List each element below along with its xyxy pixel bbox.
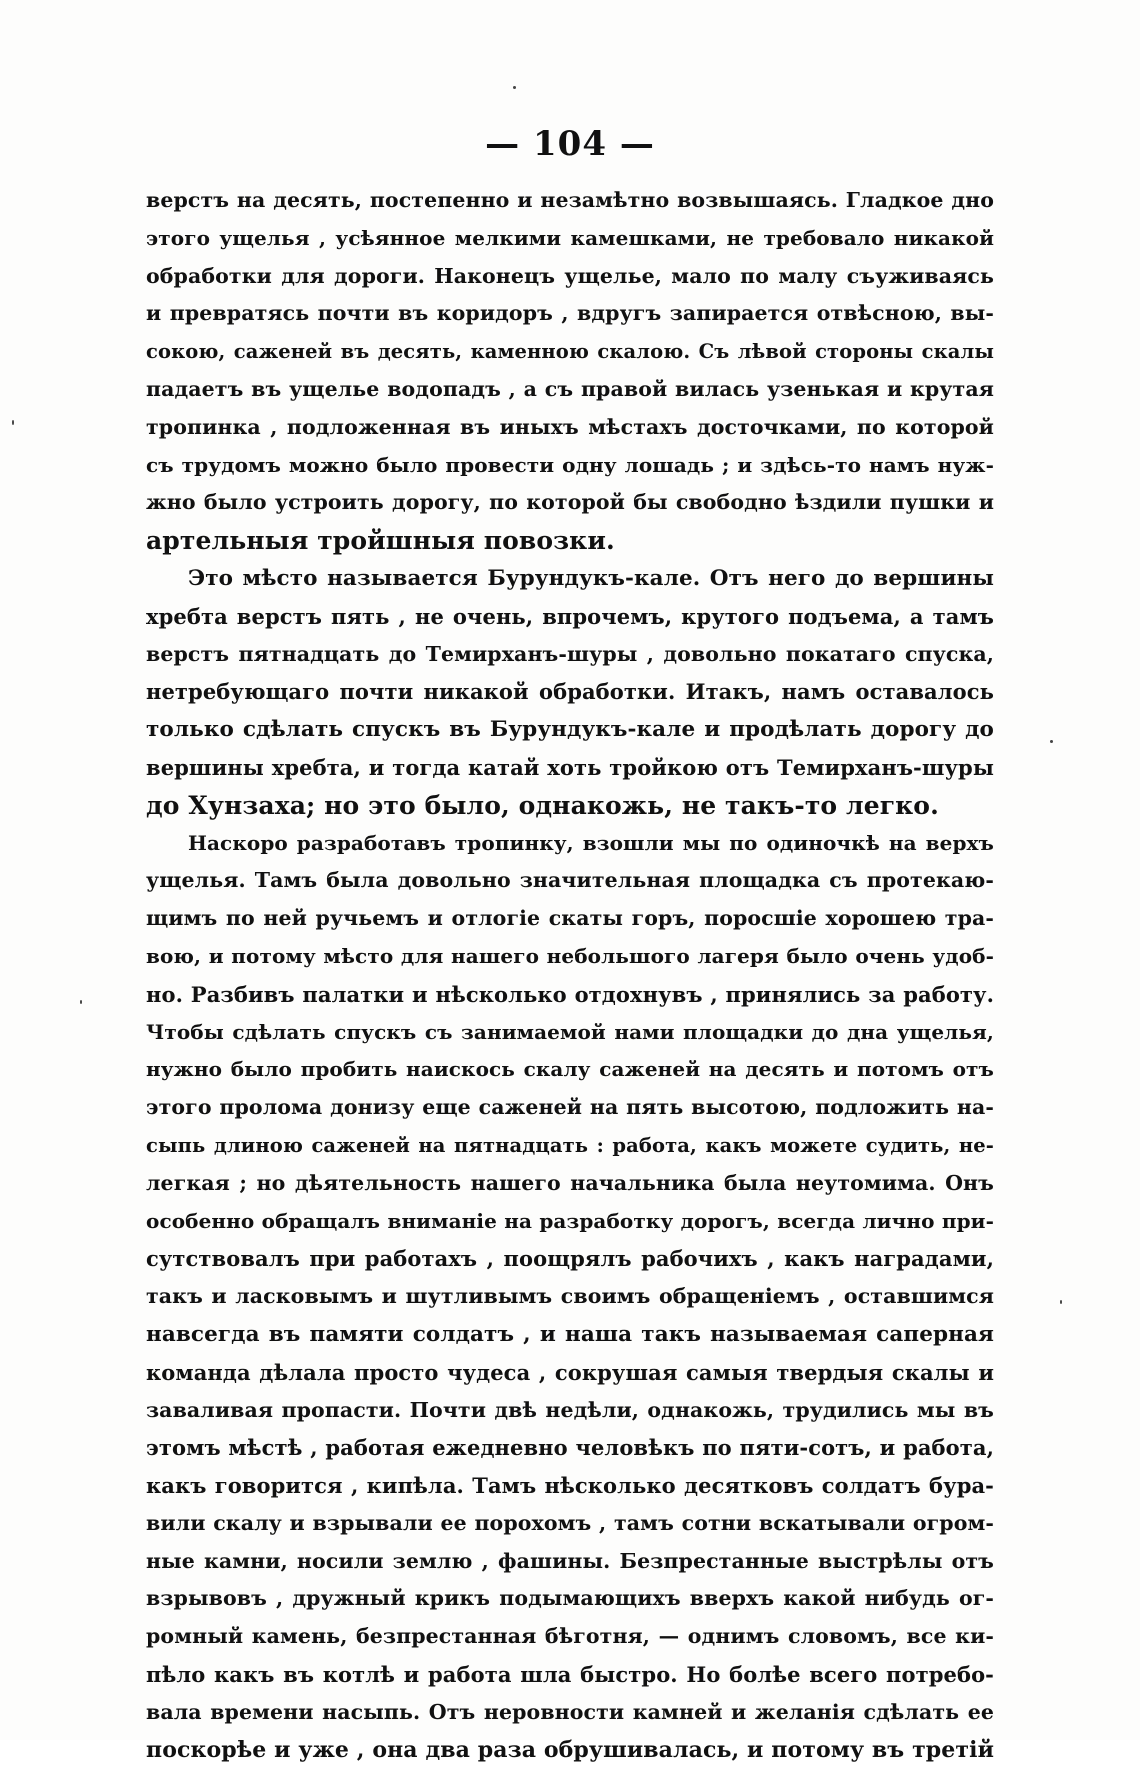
text-line: нужно было пробить наискось скалу саженей на десять и потомъ отъ	[146, 1057, 994, 1082]
text-line: до Хунзаха; но это было, однакожь, не такъ-то легко.	[146, 790, 939, 820]
text-line: такъ и ласковымъ и шутливымъ своимъ обращеніемъ , оставшимся	[146, 1284, 994, 1309]
text-line: команда дѣлала просто чудеса , сокрушая самыя твердыя скалы и	[146, 1359, 994, 1385]
text-line: Это мѣсто называется Бурундукъ-кале. Отъ него до вершины	[188, 565, 994, 591]
ink-speck	[80, 1000, 82, 1004]
text-line: сыпь длиною саженей на пятнадцать : работа, какъ можете судить, не-	[146, 1133, 994, 1157]
text-line: взрывовъ , дружный крикъ подымающихъ вверхъ какой нибудь ог-	[146, 1586, 994, 1611]
text-line: какъ говорится , кипѣла. Тамъ нѣсколько десятковъ солдатъ бура-	[146, 1473, 994, 1499]
text-line: сокою, саженей въ десять, каменною скалою. Съ лѣвой стороны скалы	[146, 340, 994, 364]
text-line: заваливая пропасти. Почти двѣ недѣли, однакожь, трудились мы въ	[146, 1397, 994, 1422]
text-line: этомъ мѣстѣ , работая ежедневно человѣкъ по пяти-сотъ, и работа,	[146, 1435, 994, 1461]
text-line: пѣло какъ въ котлѣ и работа шла быстро. Но болѣе всего потребо-	[146, 1662, 994, 1688]
text-line: особенно обращалъ вниманіе на разработку дорогъ, всегда лично при-	[146, 1208, 994, 1233]
text-line: этого ущелья , усѣянное мелкими камешками, не требовало никакой	[146, 225, 994, 250]
text-line: падаетъ въ ущелье водопадъ , а съ правой вилась узенькая и крутая	[146, 376, 994, 401]
ink-speck	[1050, 740, 1053, 743]
text-line: щимъ по ней ручьемъ и отлогіе скаты горъ, поросшіе хорошею тра-	[146, 906, 994, 931]
text-line: жно было устроить дорогу, по которой бы свободно ѣздили пушки и	[146, 490, 994, 515]
text-line: вала времени насыпь. Отъ неровности камней и желанія сдѣлать ее	[146, 1699, 994, 1724]
text-line: верстъ пятнадцать до Темирханъ-шуры , довольно покатаго спуска,	[146, 641, 994, 666]
text-line: вили скалу и взрывали ее порохомъ , тамъ сотни вскатывали огром-	[146, 1510, 994, 1535]
text-line: вою, и потому мѣсто для нашего небольшого лагеря было очень удоб-	[146, 943, 994, 968]
text-line: и превратясь почти въ коридоръ , вдругъ запирается отвѣсною, вы-	[146, 301, 994, 326]
text-line: верстъ на десять, постепенно и незамѣтно возвышаясь. Гладкое дно	[146, 188, 994, 212]
ink-speck	[12, 420, 14, 425]
text-line: ные камни, носили землю , фашины. Безпрестанные выстрѣлы отъ	[146, 1548, 994, 1573]
text-line: нетребующаго почти никакой обработки. Итакъ, намъ оставалось	[146, 679, 994, 705]
text-line: ромный камень, безпрестанная бѣготня, — однимъ словомъ, все ки-	[146, 1624, 994, 1649]
body-text	[146, 182, 994, 1769]
ink-speck	[1060, 1300, 1062, 1304]
text-line: тропинка , подложенная въ иныхъ мѣстахъ досточками, по которой	[146, 414, 994, 439]
text-line: обработки для дороги. Наконецъ ущелье, мало по малу съуживаясь	[146, 263, 994, 288]
text-line: артельныя тройшныя повозки.	[146, 526, 615, 556]
text-line: съ трудомъ можно было провести одну лошадь ; и здѣсь-то намъ нуж-	[146, 452, 994, 477]
text-line: сутствовалъ при работахъ , поощрялъ рабочихъ , какъ наградами,	[146, 1246, 994, 1272]
text-line: но. Разбивъ палатки и нѣсколько отдохнувъ , принялись за работу.	[146, 981, 994, 1007]
text-line: хребта верстъ пять , не очень, впрочемъ, крутого подъема, а тамъ	[146, 603, 994, 629]
text-line: легкая ; но дѣятельность нашего начальника была неутомима. Онъ	[146, 1170, 994, 1195]
text-line: Чтобы сдѣлать спускъ съ занимаемой нами площадки до дна ущелья,	[146, 1019, 994, 1044]
text-line: навсегда въ памяти солдатъ , и наша такъ называемая саперная	[146, 1321, 994, 1347]
text-line: поскорѣе и уже , она два раза обрушивалась, и потому въ третій	[146, 1736, 994, 1763]
page-number: — 104 —	[485, 124, 655, 164]
text-line: вершины хребта, и тогда катай хоть тройкою отъ Темирханъ-шуры	[146, 754, 994, 780]
text-line: только сдѣлать спускъ въ Бурундукъ-кале и продѣлать дорогу до	[146, 717, 994, 743]
text-line: Наскоро разработавъ тропинку, взошли мы по одиночкѣ на верхъ	[188, 830, 994, 855]
ink-speck	[513, 86, 516, 89]
text-line: ущелья. Тамъ была довольно значительная площадка съ протекаю-	[146, 868, 994, 893]
text-line: этого пролома донизу еще саженей на пять высотою, подложить на-	[146, 1095, 994, 1120]
